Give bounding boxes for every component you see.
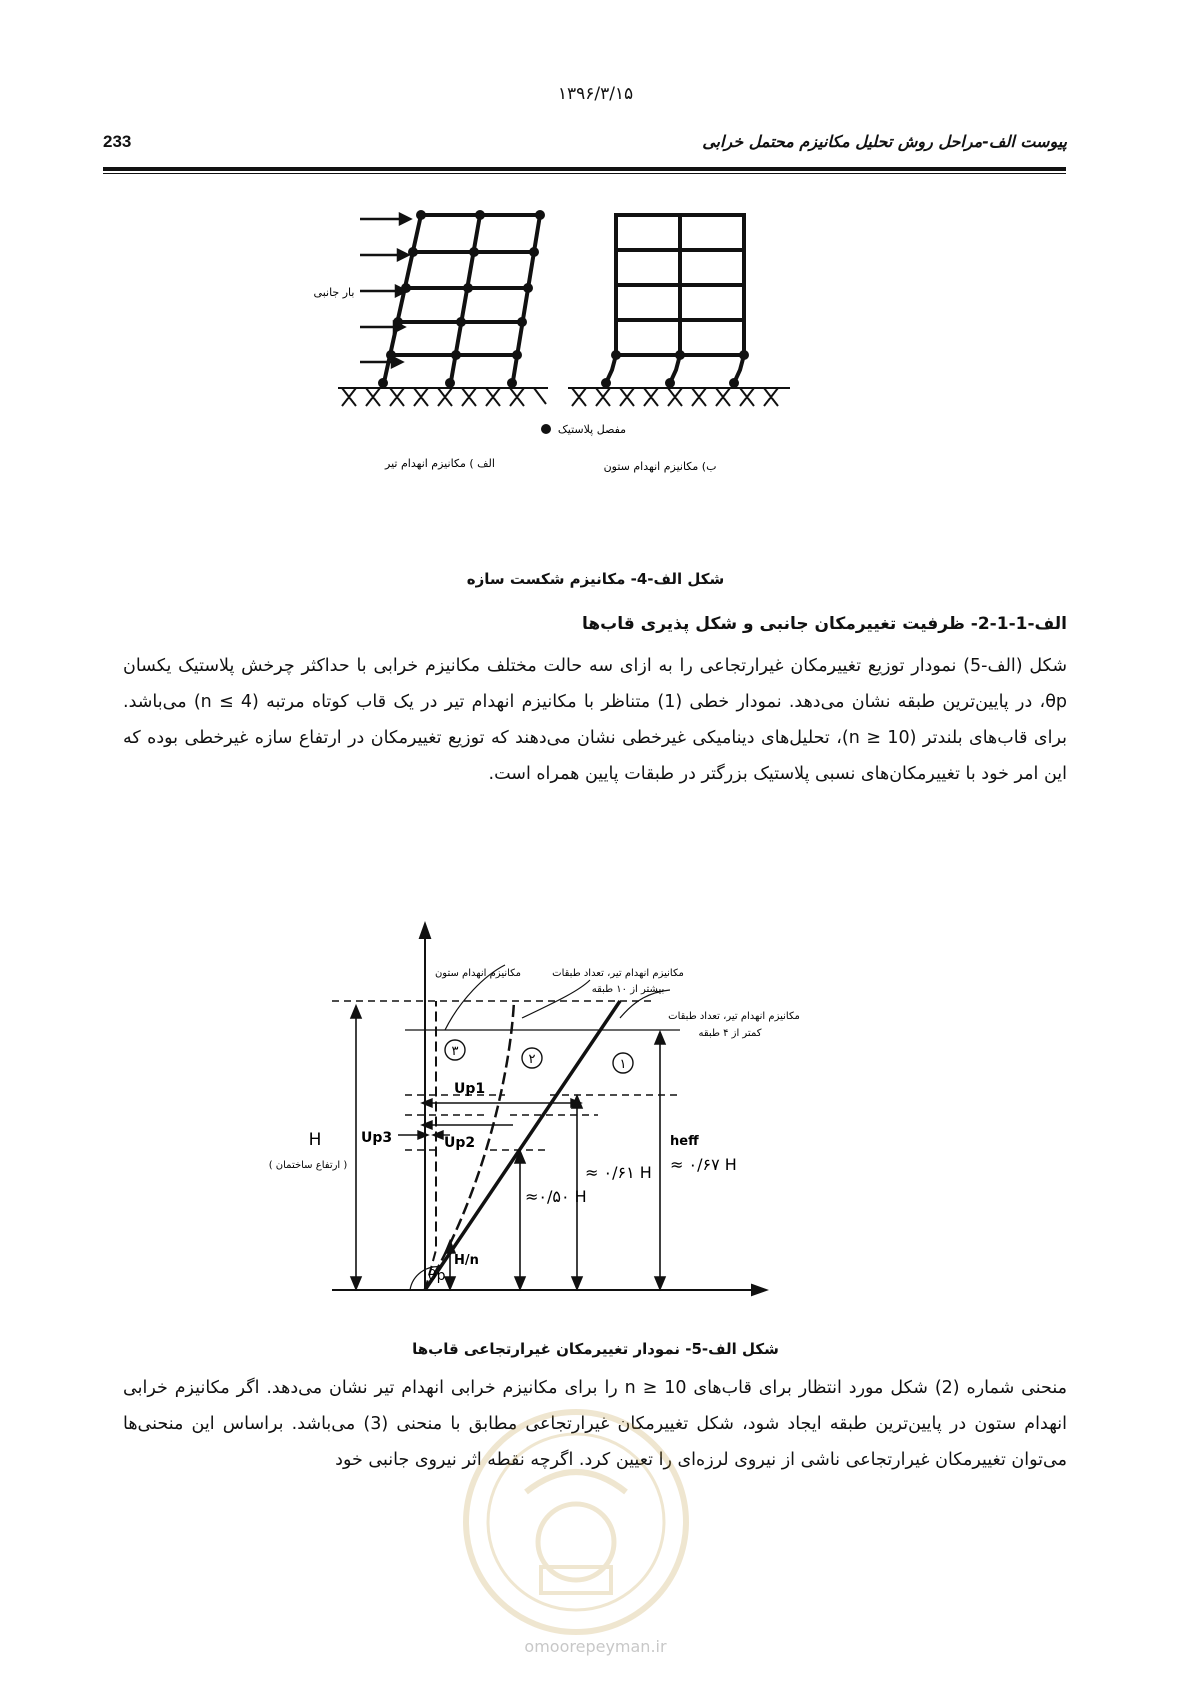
theta-label: θp	[428, 1268, 446, 1284]
label-column-mechanism: مکانیزم انهدام ستون	[434, 968, 522, 979]
curve-3-number: ۳	[451, 1044, 459, 1059]
label-beam-short-1: مکانیزم انهدام تیر، تعداد طبقات	[668, 1011, 800, 1022]
up2-label: Up2	[444, 1135, 476, 1151]
curve-2-number: ۲	[528, 1052, 536, 1067]
displacement-profile-figure	[260, 920, 880, 1310]
paragraph-1: شکل (الف-5) نمودار توزیع تغییرمکان غیرارتجاعی را به ازای سه حالت مختلف مکانیزم خرابی با حداکثر چرخش پلاستیک یکسان θp، در پایین‌ترین طبقه نشان می‌دهد. نمودار خطی (1) متناظر با مکانیزم انهدام تیر در یک قاب کوتاه مرتبه (n ≤ 4) می‌باشد. برای قاب‌های بلندتر (n ≥ 10)، تحلیل‌های دینامیکی غیرخطی نشان می‌دهند که توزیع تغییرمکان در ارتفاع سازه غیرخطی بوده که این امر خود با تغییرمکان‌های نسبی پلاستیک بزرگتر در طبقات پایین همراه است.	[123, 656, 1068, 784]
h067-label: ≈ ۰/۶۷ H	[670, 1155, 737, 1174]
header-rule-thin	[103, 173, 1066, 174]
figure-4-caption: شکل الف-4- مکانیزم شکست سازه	[466, 570, 725, 588]
frame-b-column-mechanism	[606, 215, 744, 383]
header-rule-thick	[103, 167, 1066, 171]
ground-hatch	[338, 388, 790, 406]
up1-label: Up1	[454, 1081, 486, 1097]
section-heading: الف-1-1-2- ظرفیت تغییرمکان جانبی و شکل پذیری قاب‌ها	[581, 614, 1067, 634]
label-beam-short-2: کمتر از ۴ طبقه	[698, 1028, 762, 1039]
label-beam-tall-1: مکانیزم انهدام تیر، تعداد طبقات	[552, 968, 684, 979]
curve-3-column-mechanism	[425, 1001, 436, 1290]
height-dimension	[351, 1006, 361, 1289]
h050-label: ≈۰/۵۰ H	[525, 1187, 587, 1206]
page-number: 233	[103, 132, 132, 151]
plastic-hinge-legend-dot	[541, 424, 551, 434]
label-beam-tall-2: بیشتر از ۱۰ طبقه	[591, 984, 665, 995]
caption-beam-mechanism: الف ) مکانیزم انهدام تیر	[385, 457, 495, 470]
caption-column-mechanism: ب) مکانیزم انهدام ستون	[603, 460, 717, 473]
lateral-load-label: بار جانبی	[313, 286, 355, 299]
plastic-hinge-label: مفصل پلاستیک	[557, 423, 627, 436]
running-title: پیوست الف-مراحل روش تحلیل مکانیزم محتمل خرابی	[702, 132, 1067, 151]
h061-label: ≈ ۰/۶۱ H	[585, 1163, 652, 1182]
figure-5-caption: شکل الف-5- نمودار تغییرمکان غیرارتجاعی قاب‌ها	[412, 1340, 779, 1358]
height-label: H	[308, 1130, 322, 1150]
collapse-mechanism-figure	[313, 205, 860, 535]
heff-label: heff	[670, 1134, 699, 1149]
footer-site: omoorepeyman.ir	[524, 1637, 667, 1656]
frame-a-beam-mechanism	[383, 215, 540, 387]
height-note: ( ارتفاع ساختمان )	[268, 1160, 348, 1171]
curve-number-markers	[445, 1040, 633, 1073]
hn-label: H/n	[454, 1253, 479, 1268]
watermark-seal	[456, 1402, 696, 1642]
paragraph-2: منحنی شماره (2) شکل مورد انتظار برای قاب‌های n ≥ 10 را برای مکانیزم خرابی انهدام تیر نشان می‌دهد. اگر مکانیزم خرابی انهدام ستون در پایین‌ترین طبقه ایجاد شود، شکل تغییرمکان غیرارتجاعی مطابق با منحنی (3) می‌باشد. براساس این منحنی‌ها می‌توان تغییرمکان غیرارتجاعی ناشی از نیروی لرزه‌ای را تعیین کرد. اگرچه نقطه اثر نیروی جانبی خود	[123, 1378, 1067, 1470]
document-date: ۱۳۹۶/۳/۱۵	[557, 84, 634, 104]
curve-1-number: ۱	[619, 1057, 627, 1072]
up3-label: Up3	[361, 1130, 393, 1146]
